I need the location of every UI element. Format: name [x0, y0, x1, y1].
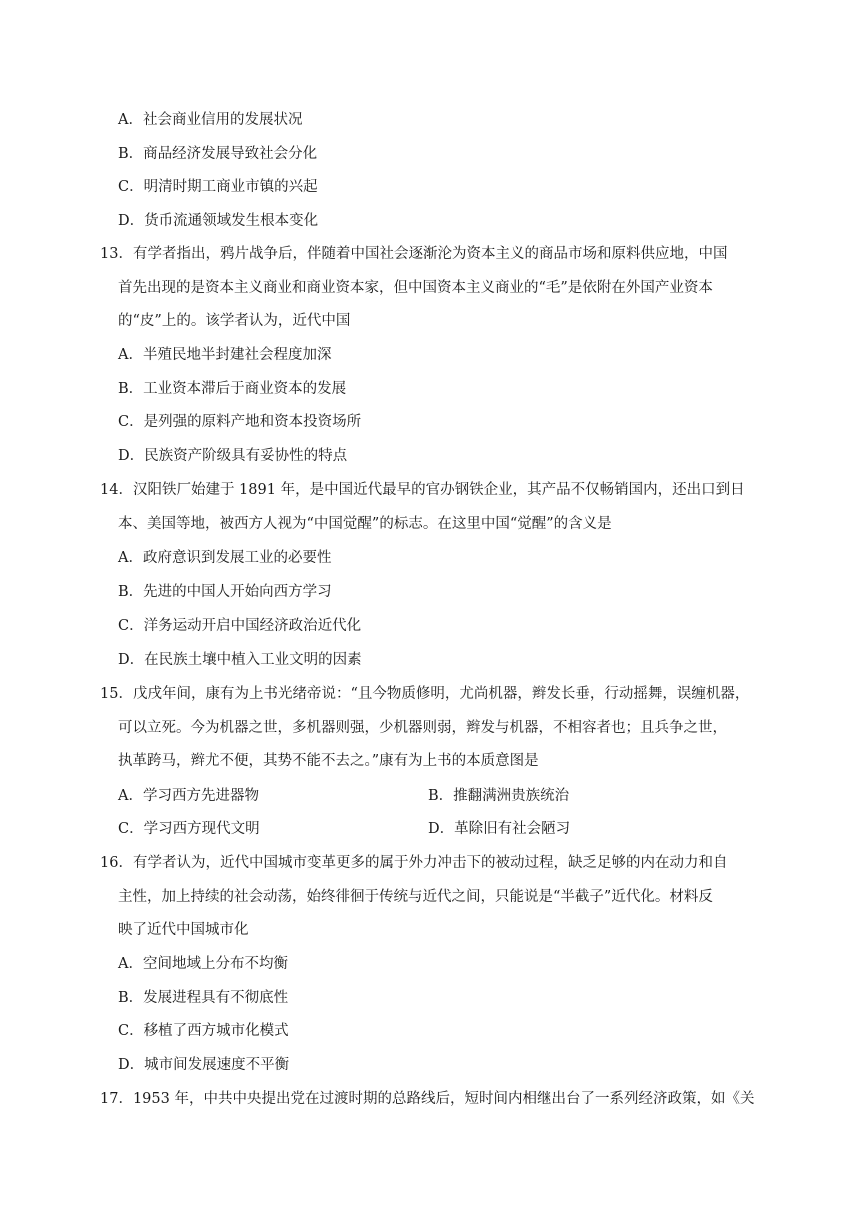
q15-stem-line-3: 执革跨马，辫尤不便，其势不能不去之。”康有为上书的本质意图是	[118, 753, 539, 769]
q16-option-c: C．移植了西方城市化模式	[118, 1023, 289, 1039]
q16-option-b: B．发展进程具有不彻底性	[118, 990, 289, 1006]
q13-stem-line-3: 的“皮”上的。该学者认为，近代中国	[118, 313, 351, 329]
q14-option-c: C．洋务运动开启中国经济政治近代化	[118, 618, 362, 634]
q13-stem-line-2: 首先出现的是资本主义商业和商业资本家，但中国资本主义商业的“毛”是依附在外国产业资本	[118, 280, 713, 296]
q12-option-b: B．商品经济发展导致社会分化	[118, 146, 318, 162]
q16-stem-line-1: 16．有学者认为，近代中国城市变革更多的属于外力冲击下的被动过程，缺乏足够的内在动力和自	[100, 855, 728, 871]
q13-option-b: B．工业资本滞后于商业资本的发展	[118, 381, 347, 397]
q12-option-c: C．明清时期工商业市镇的兴起	[118, 179, 318, 195]
q15-stem-line-1: 15．戊戌年间，康有为上书光绪帝说：“且今物质修明，尤尚机器，辫发长垂，行动摇舞，误缠机器，	[100, 686, 750, 702]
q15-stem-line-2: 可以立死。今为机器之世，多机器则强，少机器则弱，辫发与机器，不相容者也；且兵争之世，	[118, 720, 727, 736]
q14-option-a: A．政府意识到发展工业的必要性	[118, 550, 332, 566]
q16-option-a: A．空间地域上分布不均衡	[118, 956, 288, 972]
q12-option-d: D．货币流通领域发生根本变化	[118, 213, 319, 229]
q13-option-a: A．半殖民地半封建社会程度加深	[118, 347, 332, 363]
q14-stem-line-1: 14．汉阳铁厂始建于 1891 年，是中国近代最早的官办钢铁企业，其产品不仅畅销国内，还出口到日	[100, 482, 745, 498]
q15-option-d: D．革除旧有社会陋习	[428, 821, 571, 837]
q13-option-c: C．是列强的原料产地和资本投资场所	[118, 414, 362, 430]
q16-stem-line-2: 主性，加上持续的社会动荡，始终徘徊于传统与近代之间，只能说是“半截子”近代化。材料反	[118, 889, 713, 905]
q14-option-b: B．先进的中国人开始向西方学习	[118, 584, 332, 600]
q16-stem-line-3: 映了近代中国城市化	[118, 922, 249, 938]
q13-stem-line-1: 13．有学者指出，鸦片战争后，伴随着中国社会逐渐沦为资本主义的商品市场和原料供应地，中国	[100, 246, 728, 262]
q15-option-a: A．学习西方先进器物	[118, 788, 259, 804]
q14-option-d: D．在民族土壤中植入工业文明的因素	[118, 652, 362, 668]
q16-option-d: D．城市间发展速度不平衡	[118, 1057, 290, 1073]
q15-option-c: C．学习西方现代文明	[118, 821, 260, 837]
q13-option-d: D．民族资产阶级具有妥协性的特点	[118, 448, 348, 464]
q14-stem-line-2: 本、美国等地，被西方人视为“中国觉醒”的标志。在这里中国“觉醒”的含义是	[118, 516, 612, 532]
q15-option-b: B．推翻满洲贵族统治	[428, 788, 570, 804]
q12-option-a: A．社会商业信用的发展状况	[118, 112, 303, 128]
q17-stem-line-1: 17．1953 年，中共中央提出党在过渡时期的总路线后，短时间内相继出台了一系列经济政策，如《关	[100, 1091, 755, 1107]
